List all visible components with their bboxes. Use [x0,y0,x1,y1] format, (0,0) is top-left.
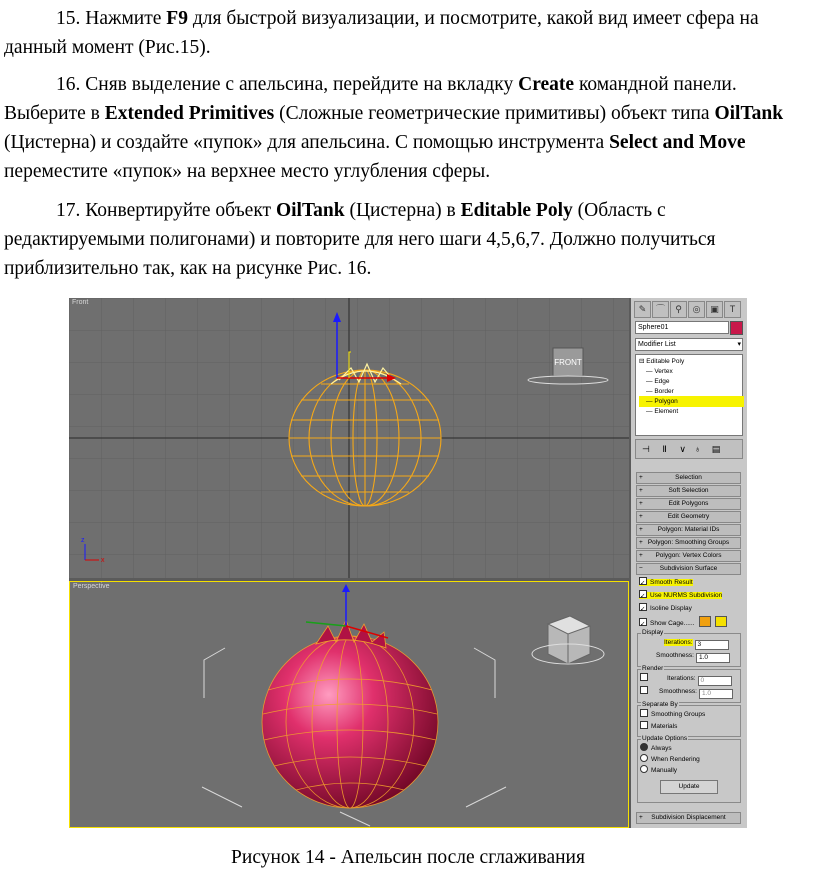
render-group [637,665,741,703]
p17-text3: (Область с редактируемыми полигонами) и повторите для него шаги 4,5,6,7. Должно получиться приблизительно так, как на рисунке Рис. 16. [4,200,716,279]
manually-radio[interactable] [640,765,677,776]
rollout-smoothing-groups-label: Polygon: Smoothing Groups [647,539,730,546]
rollout-displacement-label: Subdivision Displacement [651,814,726,821]
paragraph-16 [4,70,804,186]
stack-polygon-label: Polygon [654,398,678,405]
stack-border-label: Border [654,388,674,395]
utilities-tab-icon[interactable]: T [724,301,741,318]
render-smoothness-label: Smoothness: [659,688,697,695]
paragraph-15 [4,4,804,62]
stack-element-item[interactable]: — Element [646,408,679,415]
create-tab-icon[interactable]: ✎ [634,301,651,318]
rollout-selection-label: Selection [675,474,702,481]
display-smoothness-spinner[interactable]: 1.0 [696,653,730,663]
p17-text2: (Цистерна) в [344,200,461,221]
p15-text2: для быстрой визуализации, и посмотрите, какой вид имеет сфера на данный момент (Рис.15). [4,8,759,58]
stack-vertex-item[interactable]: — Vertex [646,368,673,375]
chevron-down-icon: ▾ [737,341,741,348]
stack-toolbar [635,439,743,459]
render-iterations-label: Iterations: [667,675,696,682]
rollout-edit-geometry[interactable]: + Edit Geometry [636,511,741,523]
materials-label: Materials [651,723,678,730]
configure-sets-icon[interactable]: ▤ [711,444,721,454]
p16-text4: (Цистерна) и создайте «пупок» для апельсина. С помощью инструмента [4,132,610,153]
p16-bold-oiltank: OilTank [714,103,784,124]
stack-vertex-label: Vertex [654,368,673,375]
rollout-edit-polygons[interactable]: + Edit Polygons [636,498,741,510]
materials-checkbox[interactable] [640,721,677,732]
rollout-soft-selection-label: Soft Selection [668,487,709,494]
render-iterations-row [640,673,732,684]
stack-root-label: Editable Poly [646,358,685,365]
paragraph-17 [4,196,804,283]
use-nurms-label: Use NURMS Subdivision [650,592,723,599]
display-iterations-label: Iterations: [664,639,693,646]
modifier-list-label: Modifier List [638,341,676,348]
object-name-field[interactable]: Sphere01 [635,321,729,334]
separate-group [637,701,741,737]
manually-label: Manually [651,767,678,774]
p17-text: 17. Конвертируйте объект [56,200,276,221]
axis-x-label: x [101,557,105,564]
render-smoothness-row [640,686,733,697]
display-smoothness-row [656,650,730,661]
rollout-vertex-colors-label: Polygon: Vertex Colors [655,552,722,559]
isoline-label: Isoline Display [650,605,692,612]
stack-edge-item[interactable]: — Edge [646,378,670,385]
object-color-swatch[interactable] [730,321,743,335]
display-iterations-row [664,637,729,648]
smoothing-groups-checkbox[interactable] [640,709,705,720]
display-group [637,629,741,667]
perspective-viewport[interactable] [69,581,629,828]
p16-bold-create: Create [518,74,575,95]
perspective-viewport-label[interactable]: Perspective [73,583,110,590]
command-panel [631,298,747,828]
p17-bold-oiltank: OilTank [275,200,345,221]
update-options-title: Update Options [642,735,688,742]
rollout-subdivision-displacement[interactable]: + Subdivision Displacement [636,812,741,824]
smooth-result-label: Smooth Result [650,579,693,586]
when-rendering-radio[interactable] [640,754,700,765]
front-viewport[interactable] [69,298,629,578]
modifier-list-dropdown[interactable] [635,338,743,351]
viewcube-front-label: FRONT [554,358,582,367]
use-nurms-checkbox[interactable]: ✓ Use NURMS Subdivision [640,592,723,600]
update-button[interactable]: Update [660,780,718,794]
modify-tab-icon[interactable]: ⌒ [652,301,669,318]
display-tab-icon[interactable]: ▣ [706,301,723,318]
display-smoothness-label: Smoothness: [656,652,694,659]
render-group-title: Render [642,665,664,672]
stack-border-item[interactable]: — Border [646,388,674,395]
perspective-viewport-canvas [70,582,628,827]
hierarchy-tab-icon[interactable]: ⚲ [670,301,687,318]
rollout-vertex-colors[interactable]: + Polygon: Vertex Colors [636,550,741,562]
p15-bold: F9 [166,8,188,29]
stack-edge-label: Edge [654,378,670,385]
update-options-group [637,735,741,803]
front-viewport-canvas [69,298,629,578]
p16-bold-extended: Extended Primitives [104,103,275,124]
remove-modifier-icon[interactable]: ♁ [694,444,702,454]
rollout-subdivision-label: Subdivision Surface [659,565,718,572]
show-cage-label: Show Cage...... [650,620,695,627]
modifier-stack [635,354,743,436]
p16-text: 16. Сняв выделение с апельсина, перейдите на вкладку [56,74,519,95]
rollout-edit-polygons-label: Edit Polygons [668,500,709,507]
rollout-material-ids-label: Polygon: Material IDs [657,526,720,533]
stack-element-label: Element [654,408,679,415]
rollout-selection[interactable]: + Selection [636,472,741,484]
p16-text5: переместите «пупок» на верхнее место углубления сферы. [4,161,491,182]
always-label: Always [651,745,672,752]
p16-bold-select: Select and Move [609,132,746,153]
rollout-material-ids[interactable]: + Polygon: Material IDs [636,524,741,536]
show-cage-checkbox[interactable]: ✓ Show Cage...... [639,616,727,627]
front-viewport-label[interactable]: Front [72,299,89,306]
motion-tab-icon[interactable]: ◎ [688,301,705,318]
rollout-subdivision-surface[interactable]: − Subdivision Surface [636,563,741,575]
display-group-title: Display [642,629,664,636]
show-end-result-icon[interactable]: Ⅱ [662,444,667,454]
smooth-result-checkbox[interactable]: ✓ Smooth Result [640,579,693,587]
always-radio[interactable] [640,743,672,754]
display-iterations-spinner[interactable]: 3 [695,640,729,650]
figure-caption: Рисунок 14 - Апельсин после сглаживания [231,847,585,868]
cage-color-swatch-2[interactable] [715,616,727,627]
max-screenshot [69,298,747,828]
rollout-soft-selection[interactable]: + Soft Selection [636,485,741,497]
render-iterations-spinner[interactable]: 0 [698,676,732,686]
p16-text2: командной панели. Выберите в [4,74,737,124]
smoothing-groups-label: Smoothing Groups [651,711,706,718]
p16-text3: (Сложные геометрические примитивы) объект типа [274,103,715,124]
stack-polygon-item[interactable]: — Polygon [639,396,744,407]
rollout-edit-geometry-label: Edit Geometry [667,513,710,520]
rollout-smoothing-groups[interactable]: + Polygon: Smoothing Groups [636,537,741,549]
p15-text: 15. Нажмите [56,8,167,29]
pin-stack-icon[interactable]: ⊣ [642,444,650,454]
separate-group-title: Separate By [642,701,678,708]
isoline-checkbox[interactable]: ✓ Isoline Display [640,605,692,613]
cage-color-swatch-1[interactable] [699,616,711,627]
stack-root-item[interactable]: ⊟ Editable Poly [639,358,685,365]
render-smoothness-spinner[interactable]: 1.0 [699,689,733,699]
when-rendering-label: When Rendering [651,756,700,763]
p17-bold-editable: Editable Poly [460,200,573,221]
axis-z-label: z [81,537,85,544]
make-unique-icon[interactable]: ∨ [679,444,686,454]
